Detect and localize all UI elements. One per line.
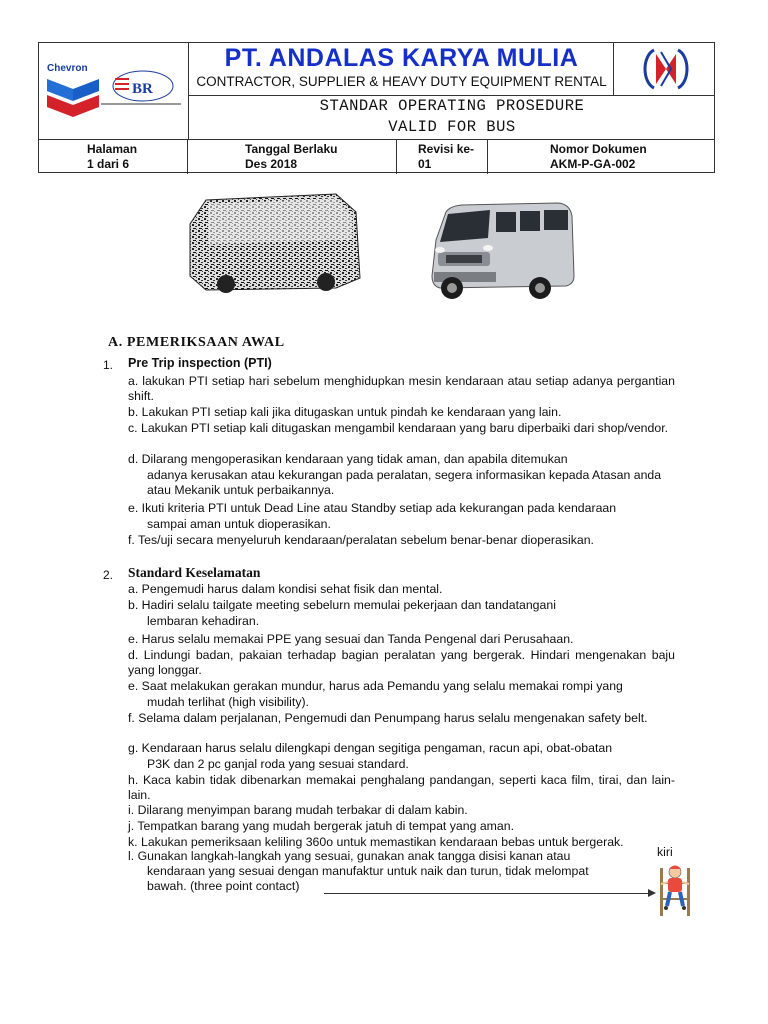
info-cell-revision xyxy=(397,140,488,174)
list-item: e. Harus selalu memakai PPE yang sesuai dan Tanda Pengenal dari Perusahaan. xyxy=(128,632,574,646)
br-logo xyxy=(101,69,181,109)
akm-logo xyxy=(636,46,696,92)
info-value: 01 xyxy=(418,157,432,171)
company-tagline: CONTRACTOR, SUPPLIER & HEAVY DUTY EQUIPMENT RENTAL xyxy=(196,74,607,89)
list-item: d. Dilarang mengoperasikan kendaraan yang tidak aman, dan apabila ditemukan xyxy=(128,452,568,466)
sop-subtitle: VALID FOR BUS xyxy=(388,118,516,136)
list-item-continued: mudah terlihat (high visibility). xyxy=(147,695,309,709)
list-item: k. Lakukan pemeriksaan keliling 360o untuk memastikan kendaraan bebas untuk bergerak. xyxy=(128,835,624,849)
side-word: kiri xyxy=(657,845,673,859)
section-title: A. PEMERIKSAAN AWAL xyxy=(108,335,285,350)
list-item: c. Lakukan PTI setiap kali ditugaskan mengambil kendaraan yang baru diperbaiki dari shop/vendor. xyxy=(128,421,669,435)
list-item: d. Lindungi badan, pakaian terhadap bagian peralatan yang bergerak. Hindari mengenakan baju yang longgar. xyxy=(128,648,675,677)
list-item: e. Saat melakukan gerakan mundur, harus ada Pemandu yang selalu memakai rompi yang xyxy=(128,679,623,693)
bus-sketch-image xyxy=(186,188,364,294)
list-item: f. Selama dalam perjalanan, Pengemudi dan Penumpang harus selalu mengenakan safety belt. xyxy=(128,711,648,725)
list-item: g. Kendaraan harus selalu dilengkapi dengan segitiga pengaman, racun api, obat-obatan xyxy=(128,741,613,755)
list-item: b. Lakukan PTI setiap kali jika ditugaskan untuk pindah ke kendaraan yang lain. xyxy=(128,405,562,419)
climbing-person-illustration xyxy=(656,862,694,918)
info-cell-page xyxy=(39,140,188,174)
company-block xyxy=(189,43,614,95)
list-item: b. Hadiri selalu tailgate meeting sebelurn memulai pekerjaan dan tandatangani xyxy=(128,598,556,612)
chevron-logo-text: Chevron xyxy=(47,63,88,74)
info-bar xyxy=(39,139,714,174)
document-header xyxy=(38,42,715,173)
list-item-continued: P3K dan 2 pc ganjal roda yang sesuai standard. xyxy=(147,757,409,771)
list-item: a. Pengemudi harus dalam kondisi sehat fisik dan mental. xyxy=(128,582,443,596)
list-item: i. Dilarang menyimpan barang mudah terbakar di dalam kabin. xyxy=(128,803,468,817)
list-item: l. Gunakan langkah-langkah yang sesuai, gunakan anak tangga disisi kanan atau xyxy=(128,849,571,863)
group-number: 2. xyxy=(103,568,114,582)
list-item-continued: lembaran kehadiran. xyxy=(147,614,260,628)
logo-cell xyxy=(39,43,189,139)
info-value: 1 dari 6 xyxy=(87,157,130,171)
info-cell-date xyxy=(188,140,397,174)
pointer-arrow xyxy=(324,893,654,894)
info-value: Des 2018 xyxy=(245,157,298,171)
info-cell-docnum xyxy=(488,140,714,174)
akm-logo-cell xyxy=(613,43,714,95)
list-item: h. Kaca kabin tidak dibenarkan memakai penghalang pandangan, seperti kaca film, tirai, dan lain-lain. xyxy=(128,773,675,802)
info-value: AKM-P-GA-002 xyxy=(550,157,636,171)
list-item-continued: sampai aman untuk dioperasikan. xyxy=(147,517,331,531)
info-label: Halaman xyxy=(87,142,138,156)
company-name: PT. ANDALAS KARYA MULIA xyxy=(224,44,579,72)
group-heading: Standard Keselamatan xyxy=(128,565,261,580)
br-logo-text: BR xyxy=(132,81,153,97)
group-heading: Pre Trip inspection (PTI) xyxy=(128,356,272,370)
sop-title-block xyxy=(189,95,715,140)
info-label: Tanggal Berlaku xyxy=(245,142,338,156)
chevron-logo xyxy=(43,59,103,129)
list-item: j. Tempatkan barang yang mudah bergerak jatuh di tempat yang aman. xyxy=(128,819,515,833)
info-label: Nomor Dokumen xyxy=(550,142,647,156)
list-item-continued: bawah. (three point contact) xyxy=(147,879,300,893)
van-photo-image xyxy=(428,200,578,304)
list-item-continued: kendaraan yang sesuai dengan manufaktur untuk naik dan turun, tidak melompat xyxy=(147,864,589,878)
sop-title: STANDAR OPERATING PROSEDURE xyxy=(319,97,585,115)
list-item-continued: adanya kerusakan atau kekurangan pada peralatan, segera informasikan kepada Atasan anda atau Mekanik untuk perbaikannya. xyxy=(147,468,662,497)
list-item: e. Ikuti kriteria PTI untuk Dead Line atau Standby setiap ada kekurangan pada kendaraan xyxy=(128,501,617,515)
info-label: Revisi ke- xyxy=(418,142,475,156)
list-item: f. Tes/uji secara menyeluruh kendaraan/peralatan sebelum benar-benar dioperasikan. xyxy=(128,533,594,547)
group-number: 1. xyxy=(103,358,114,372)
list-item: a. lakukan PTI setiap hari sebelum menghidupkan mesin kendaraan atau setiap adanya pergantian shift. xyxy=(128,374,675,403)
